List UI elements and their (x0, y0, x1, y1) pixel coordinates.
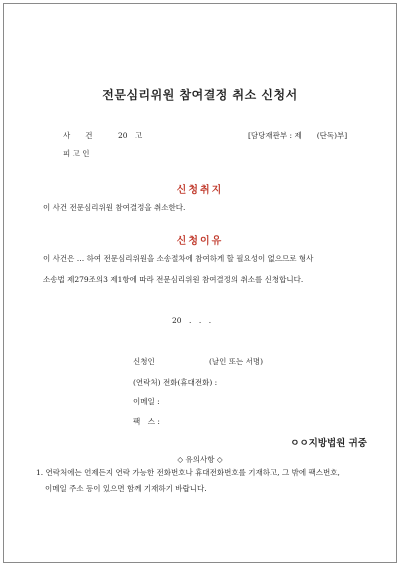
defendant-label: 피 고 인 (63, 149, 90, 158)
case-number: 20 고 (118, 131, 143, 140)
date: 20 . . . (172, 316, 212, 325)
case-label: 사 건 (63, 131, 93, 140)
court-name: ㅇㅇ지방법원 귀중 (290, 438, 367, 449)
email-label: 이메일 : (133, 397, 160, 406)
document-title: 전문심리위원 참여결정 취소 신청서 (102, 88, 298, 102)
notice-line-2: 이메일 주소 등이 있으면 함께 기재하기 바랍니다. (45, 484, 207, 493)
reason-heading: 신청이유 (176, 236, 224, 247)
reason-line-1: 이 사건은 … 하여 전문심리위원을 소송절차에 참여하게 할 필요성이 없으므로 형사 (43, 254, 314, 263)
notice-heading: ◇ 유의사항 ◇ (177, 455, 223, 464)
purpose-heading: 신청취지 (176, 185, 224, 196)
reason-line-2: 소송법 제279조의3 제1항에 따라 전문심리위원 참여결정의 취소를 신청합니다. (43, 275, 304, 284)
notice-line-1: 1. 연락처에는 언제든지 연락 가능한 전화번호나 휴대전화번호를 기재하고, 그 밖에 팩스번호, (36, 468, 340, 477)
applicant-label: 신청인 (133, 357, 155, 366)
seal-note: (날인 또는 서명) (209, 357, 264, 366)
phone-label: (연락처) 전화(휴대전화) : (133, 378, 218, 387)
court-department: [담당재판부 : 제 (단독)부] (248, 131, 348, 140)
purpose-text: 이 사건 전문심리위원 참여결정을 취소한다. (43, 203, 186, 212)
fax-label: 팩 스 : (133, 417, 160, 426)
